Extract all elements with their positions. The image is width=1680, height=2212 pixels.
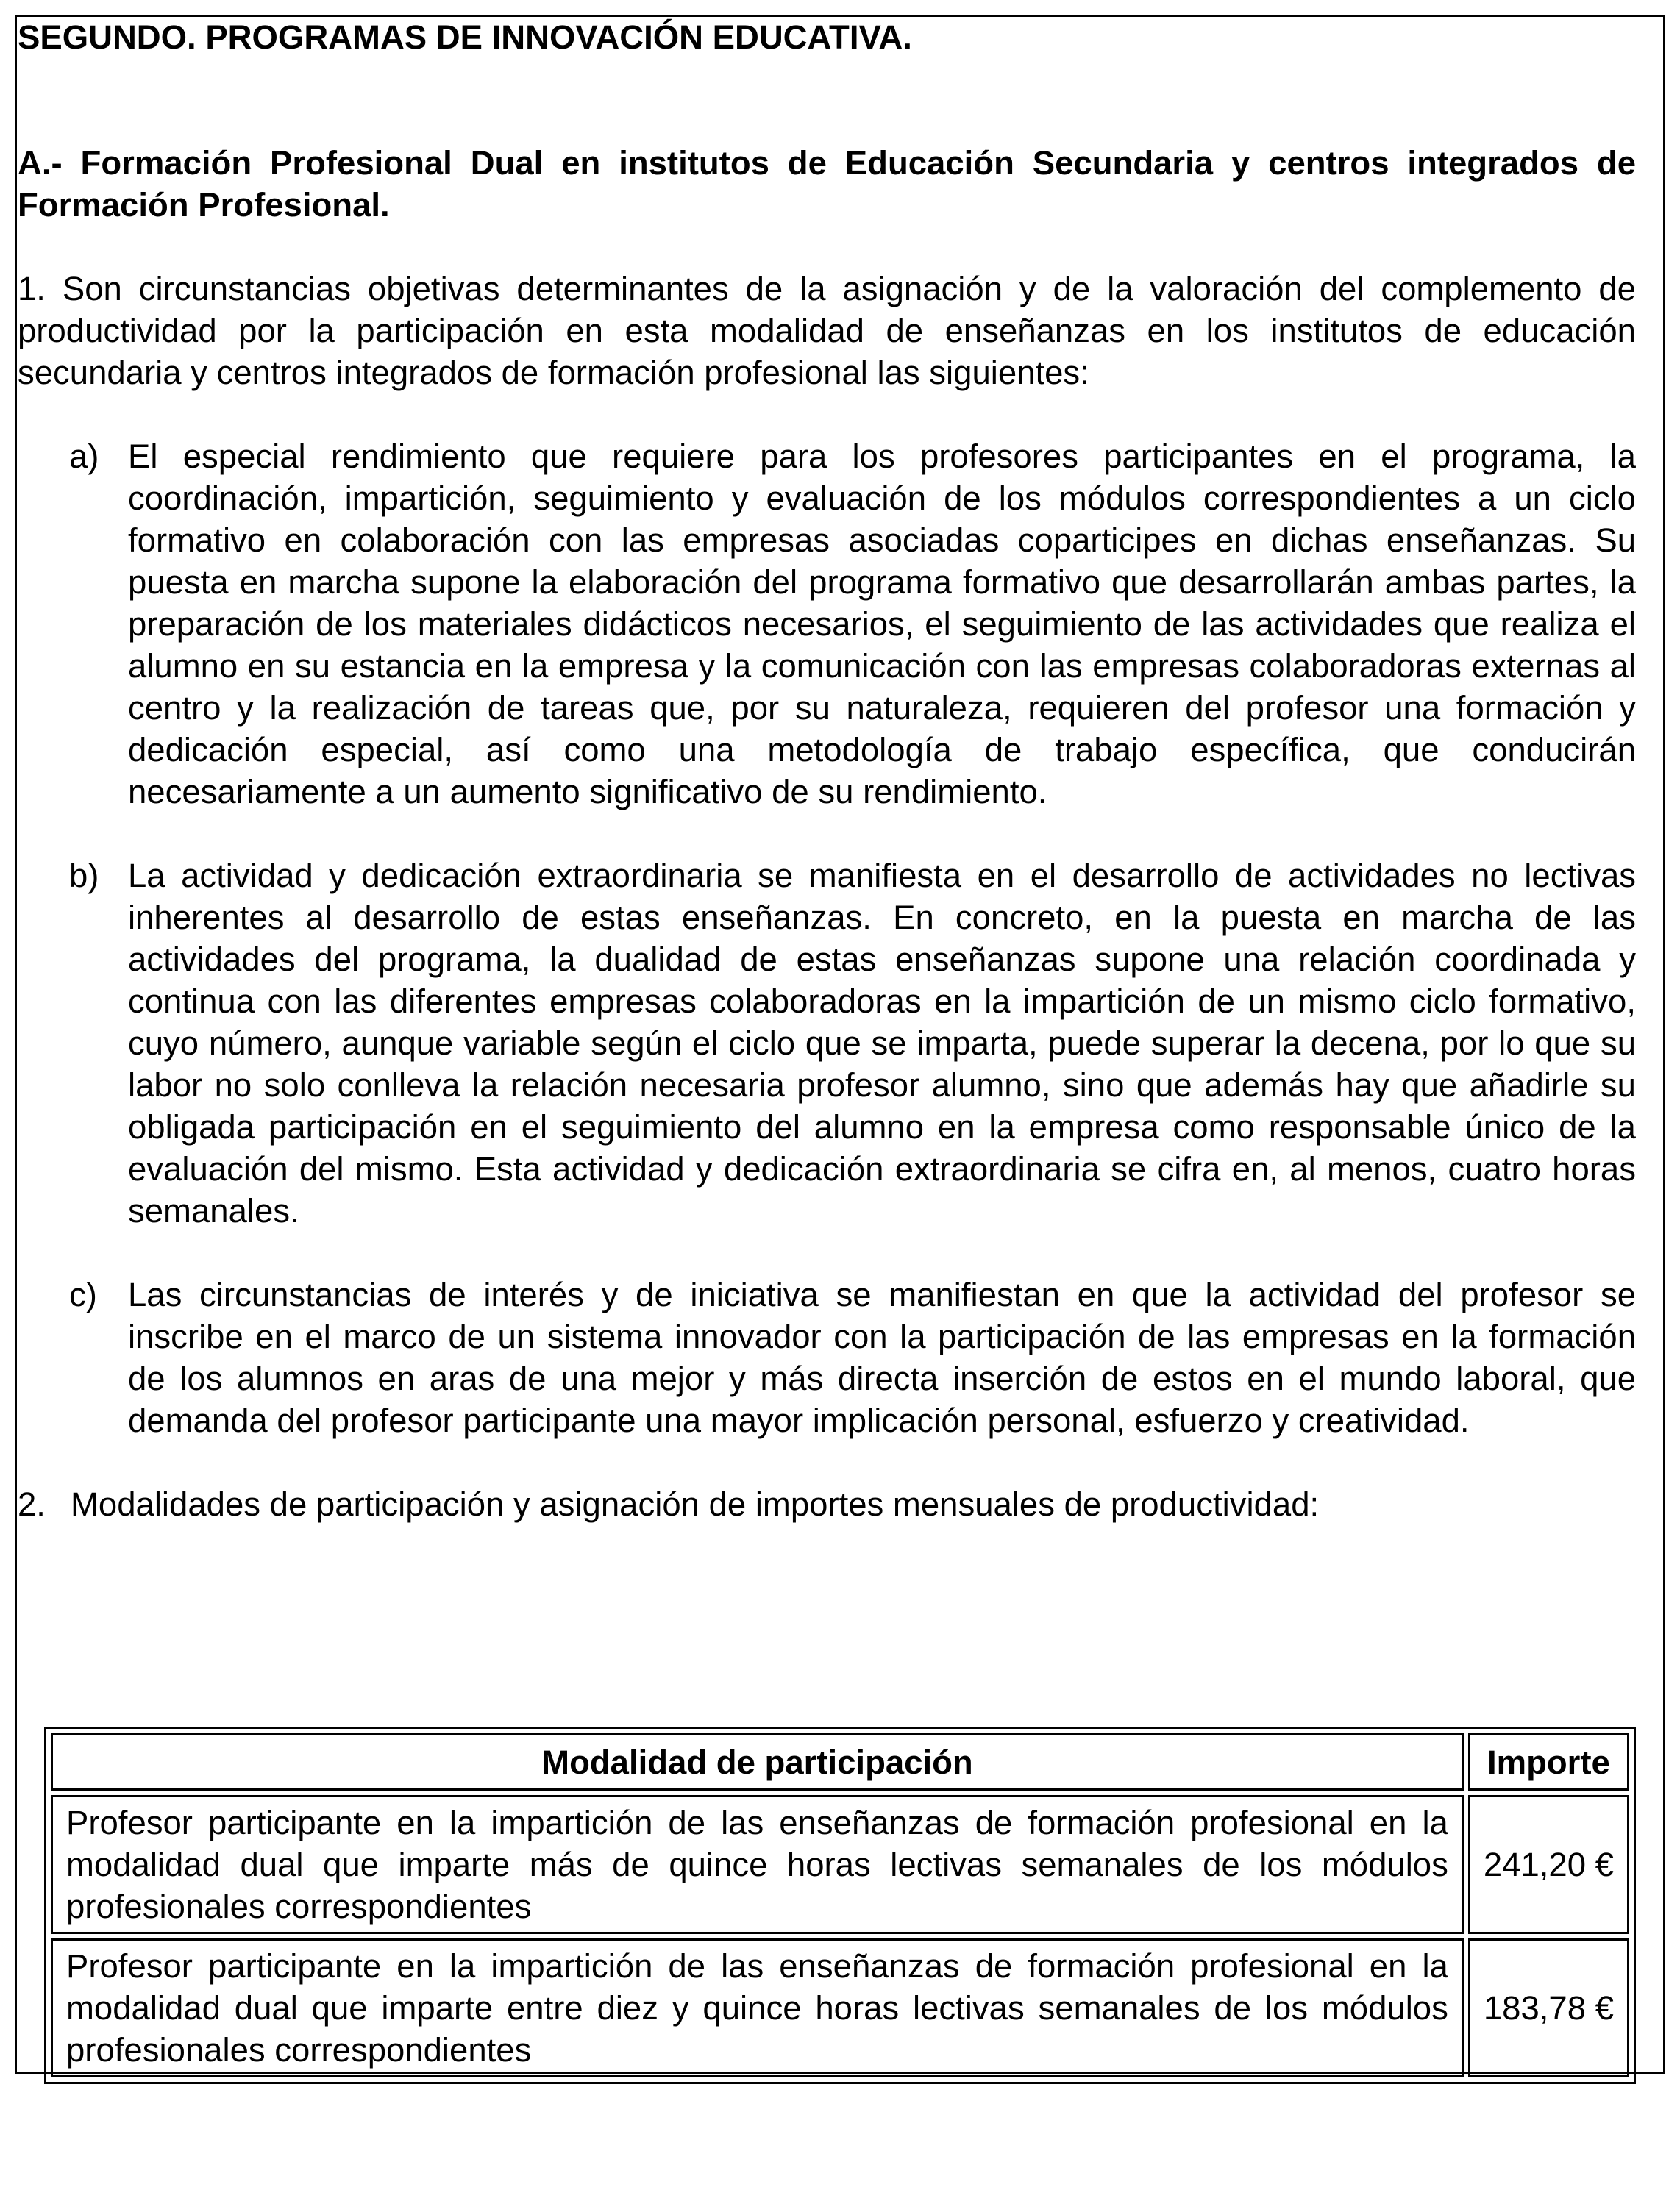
row-1-importe: 241,20 € — [1468, 1795, 1629, 1934]
point-2-number: 2. — [18, 1485, 46, 1523]
list-text-c: Las circunstancias de interés y de iniciativa se manifiestan en que la actividad del profesor se inscribe en el marco de un sistema innovador con la participación de las empresas en la formación de los alumnos en aras de una mejor y más directa inserción de estos en el mundo laboral, que demanda del profesor participante una mayor implicación personal, esfuerzo y creatividad. — [128, 1276, 1636, 1439]
row-1-modalidad: Profesor participante en la impartición de las enseñanzas de formación profesional en la modalidad dual que imparte más de quince horas lectivas semanales de los módulos profesionales correspondientes — [51, 1795, 1464, 1934]
point-2 — [18, 1483, 1636, 1525]
point-2-text: Modalidades de participación y asignación de importes mensuales de productividad: — [71, 1485, 1320, 1523]
list-marker-a: a) — [69, 438, 99, 475]
list-item-b — [18, 855, 1636, 1232]
header-importe: Importe — [1468, 1733, 1629, 1791]
list-text-b: La actividad y dedicación extraordinaria se manifiesta en el desarrollo de actividades no lectivas inherentes al desarrollo de estas enseñanzas. En concreto, en la puesta en marcha de las actividades del programa, la dualidad de estas enseñanzas supone una relación coordinada y continua con las diferentes empresas colaboradoras en la impartición de un mismo ciclo formativo, cuyo número, aunque variable según el ciclo que se imparta, puede superar la decena, por lo que su labor no solo conlleva la relación necesaria profesor alumno, sino que además hay que añadirle su obligada participación en el seguimiento del alumno en la empresa como responsable único de la evaluación del mismo. Esta actividad y dedicación extraordinaria se cifra en, al menos, cuatro horas semanales. — [128, 857, 1636, 1230]
modalidades-table — [44, 1727, 1636, 2084]
point-1-number: 1. — [18, 270, 46, 307]
list-item-a — [18, 435, 1636, 813]
row-2-importe: 183,78 € — [1468, 1938, 1629, 2077]
document-body — [18, 16, 1636, 1525]
header-modalidad: Modalidad de participación — [51, 1733, 1464, 1791]
table-header-row — [51, 1733, 1629, 1791]
list-item-c — [18, 1274, 1636, 1441]
list-text-a: El especial rendimiento que requiere para los profesores participantes en el programa, la coordinación, impartición, seguimiento y evaluación de los módulos correspondientes a un ciclo formativo en colaboración con las empresas asociadas coparticipes en dichas enseñanzas. Su puesta en marcha supone la elaboración del programa formativo que desarrollarán ambas partes, la preparación de los materiales didácticos necesarios, el seguimiento de las actividades que realiza el alumno en su estancia en la empresa y la comunicación con las empresas colaboradoras externas al centro y la realización de tareas que, por su naturaleza, requieren del profesor una formación y dedicación especial, así como una metodología de trabajo específica, que conducirán necesariamente a un aumento significativo de su rendimiento. — [128, 438, 1636, 810]
table-row — [51, 1795, 1629, 1934]
section-title: SEGUNDO. PROGRAMAS DE INNOVACIÓN EDUCATIVA. — [18, 18, 912, 56]
table-row — [51, 1938, 1629, 2077]
list-marker-c: c) — [69, 1276, 97, 1313]
point-1-text: Son circunstancias objetivas determinantes de la asignación y de la valoración del complemento de productividad por la participación en esta modalidad de enseñanzas en los institutos de educación secundaria y centros integrados de formación profesional las siguientes: — [18, 270, 1636, 391]
subsection-title: A.- Formación Profesional Dual en institutos de Educación Secundaria y centros integrados de Formación Profesional. — [18, 144, 1636, 224]
row-2-modalidad: Profesor participante en la impartición de las enseñanzas de formación profesional en la modalidad dual que imparte entre diez y quince horas lectivas semanales de los módulos profesionales correspondientes — [51, 1938, 1464, 2077]
list-marker-b: b) — [69, 857, 99, 894]
point-1 — [18, 268, 1636, 393]
